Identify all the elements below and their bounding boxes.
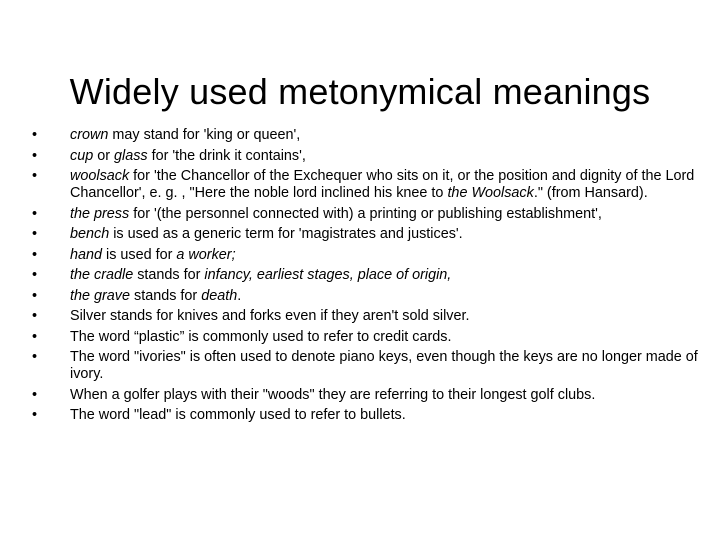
bullet-icon: • <box>32 349 38 366</box>
bullet-icon: • <box>32 147 38 164</box>
bullet-item <box>32 168 712 202</box>
text-segment: stands for <box>130 287 202 304</box>
italic-term: cup <box>70 147 94 164</box>
bullet-list <box>32 127 712 428</box>
text-segment: . <box>237 287 242 304</box>
bullet-item <box>32 247 712 264</box>
italic-term: infancy, earliest stages, place of origin, <box>204 267 452 284</box>
bullet-text <box>70 247 236 263</box>
text-segment: Silver stands for knives and forks even if they aren't sold silver. <box>70 308 470 325</box>
bullet-icon: • <box>32 267 38 284</box>
bullet-icon: • <box>32 308 38 325</box>
text-segment: is used for <box>102 246 177 263</box>
bullet-text <box>70 308 469 324</box>
bullet-text <box>70 226 463 242</box>
italic-term: woolsack <box>70 168 130 184</box>
bullet-item <box>32 329 712 346</box>
bullet-text <box>70 349 698 382</box>
bullet-icon: • <box>32 407 38 424</box>
bullet-text <box>70 148 306 164</box>
bullet-text <box>70 387 595 403</box>
text-segment: is used as a generic term for 'magistrates and justices'. <box>109 226 463 243</box>
text-segment: or <box>93 147 114 164</box>
italic-term: death <box>201 287 238 304</box>
bullet-text <box>70 407 406 423</box>
bullet-item <box>32 148 712 165</box>
text-segment: The word “plastic” is commonly used to refer to credit cards. <box>70 328 452 345</box>
bullet-text <box>70 329 452 345</box>
italic-term: the press <box>70 205 130 222</box>
bullet-icon: • <box>32 287 38 304</box>
text-segment: for '(the personnel connected with) a printing or publishing establishment', <box>129 205 602 222</box>
bullet-item <box>32 308 712 325</box>
text-segment: ." (from Hansard). <box>533 185 648 202</box>
slide-title: Widely used metonymical meanings <box>69 71 651 113</box>
text-segment: stands for <box>133 267 205 284</box>
bullet-item <box>32 127 712 144</box>
bullet-icon: • <box>32 205 38 222</box>
text-segment: for 'the drink it contains', <box>147 147 306 164</box>
italic-term: a worker; <box>176 246 236 263</box>
bullet-text <box>70 288 241 304</box>
bullet-item <box>32 267 712 284</box>
bullet-icon: • <box>32 386 38 403</box>
text-segment: The word "lead" is commonly used to refer to bullets. <box>70 407 406 424</box>
italic-term: the grave <box>70 287 131 304</box>
bullet-icon: • <box>32 328 38 345</box>
italic-term: crown <box>70 127 109 143</box>
text-segment: When a golfer plays with their "woods" they are referring to their longest golf clubs. <box>70 386 596 403</box>
bullet-icon: • <box>32 168 38 184</box>
bullet-item <box>32 387 712 404</box>
bullet-icon: • <box>32 127 38 143</box>
text-segment: for 'the Chancellor of the Exchequer who sits on it, or the position and dignity of the Lord Chancellor', e. g. , "Here the noble lord inclined his knee to <box>70 168 695 202</box>
bullet-icon: • <box>32 226 38 243</box>
bullet-item <box>32 349 712 383</box>
bullet-item <box>32 206 712 223</box>
bullet-text <box>70 127 300 143</box>
italic-term: bench <box>70 226 110 243</box>
italic-term: the Woolsack <box>447 185 534 202</box>
bullet-text <box>70 206 602 222</box>
italic-term: hand <box>70 246 103 263</box>
bullet-item <box>32 226 712 243</box>
text-segment: The word "ivories" is often used to denote piano keys, even though the keys are no longer made of ivory. <box>70 349 698 383</box>
bullet-item <box>32 288 712 305</box>
bullet-text <box>70 267 451 283</box>
bullet-item <box>32 407 712 424</box>
text-segment: may stand for 'king or queen', <box>108 127 301 143</box>
italic-term: glass <box>114 147 148 164</box>
bullet-text <box>70 168 694 201</box>
italic-term: the cradle <box>70 267 134 284</box>
bullet-icon: • <box>32 246 38 263</box>
